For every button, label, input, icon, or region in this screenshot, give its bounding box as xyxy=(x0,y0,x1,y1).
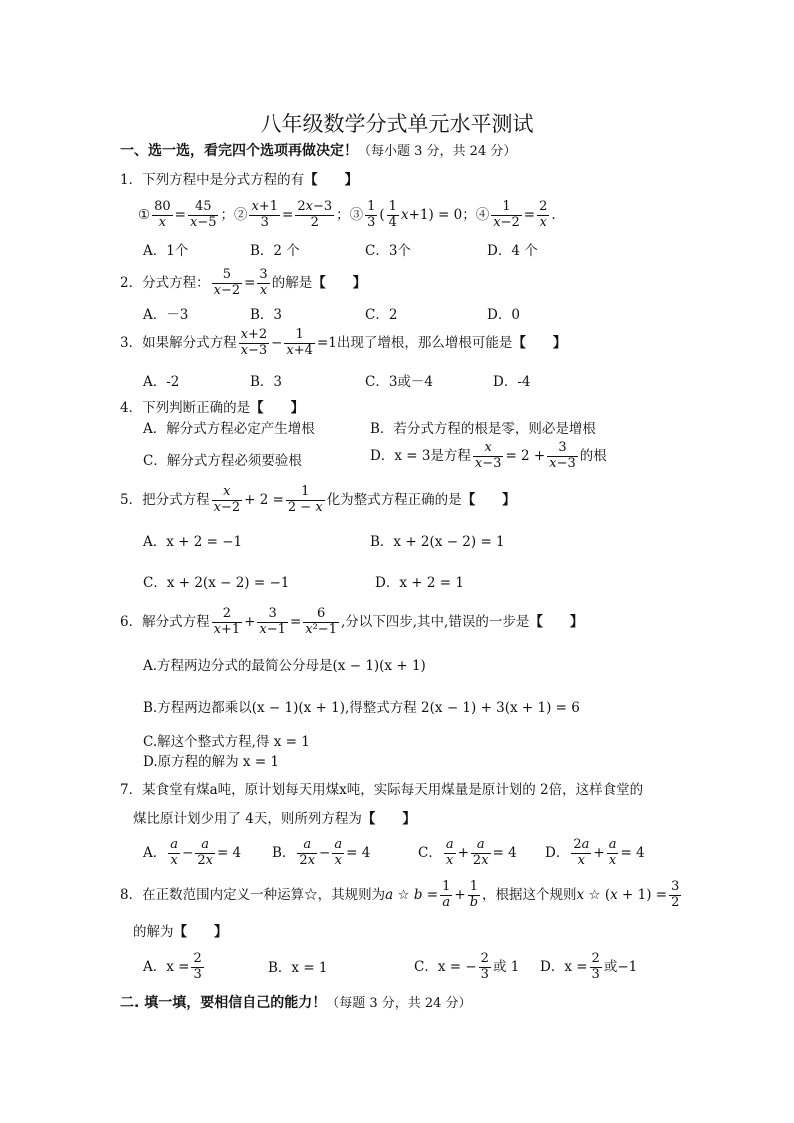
q6-option-d: D.原方程的解为 x = 1 xyxy=(143,754,280,770)
q4-d-post: 的根 xyxy=(579,447,607,464)
question-4 xyxy=(120,402,304,416)
q1-option-d: D．4 个 xyxy=(487,243,538,259)
question-6: 6．解分式方程 $\frac{2}{x+1}$ + $\frac{3}{x-1}$ = $\frac{6}{\text{x²−1}}$ ,分以下四步,其中,错误的一步是【 】 xyxy=(120,606,584,637)
q2-stem: 2．分式方程： xyxy=(120,274,210,291)
q2-option-b: B．3 xyxy=(250,307,283,323)
q3-option-a: A．-2 xyxy=(143,374,180,390)
q2-option-a: A．－3 xyxy=(143,307,189,323)
q7-option-b: B． $\frac{a}{2x}$ − $\frac{a}{x}$ = 4 xyxy=(272,837,371,868)
q4-option-b: B．若分式方程的根是零，则必是增根 xyxy=(370,421,596,437)
q4-stem: 4．下列判断正确的是 xyxy=(120,400,251,416)
q2-option-c: C．2 xyxy=(365,307,398,323)
q7-option-a: A． $\frac{a}{x}$ − $\frac{a}{2x}$ = 4 xyxy=(143,837,242,868)
answer-bracket: 【 】 xyxy=(312,274,367,291)
q6-tail: ,分以下四步,其中,错误的一步是 xyxy=(340,613,530,630)
q3-option-b: B．3 xyxy=(250,374,283,390)
q8-option-d: D．x = $\frac{2}{3}$ 或−1 xyxy=(540,951,638,982)
q8-option-a: A．x = $\frac{2}{3}$ xyxy=(143,951,202,982)
page-title: 八年级数学分式单元水平测试 xyxy=(260,112,534,136)
q8-line-1: 8．在正数范围内定义一种运算☆，其规则为a ☆ b = $\frac{1}{a}$ + $\frac{1}{b}$ ，根据这个规则x ☆ (x + 1) = $\frac{3}{2}$ xyxy=(120,879,680,910)
q7-d-label: D． xyxy=(545,844,570,861)
answer-bracket: 【 】 xyxy=(250,400,305,416)
question-5: 5．把分式方程 $\frac{x}{x-2}$ + 2 = $\frac{1}{2 - x}$ 化为整式方程正确的是【 】 xyxy=(120,484,516,515)
q2-option-d: D．0 xyxy=(487,307,520,323)
q1-option-c: C．3个 xyxy=(365,243,411,259)
q8-option-c: C．x = − $\frac{2}{3}$ 或 1 xyxy=(414,951,520,982)
answer-bracket: 【 】 xyxy=(173,924,228,940)
q5-option-c: C．x + 2(x − 2) = −1 xyxy=(143,575,290,591)
q5-option-a: A．x + 2 = −1 xyxy=(143,534,243,550)
q7-b-label: B． xyxy=(272,844,296,861)
answer-bracket: 【 】 xyxy=(529,613,584,630)
question-3: 3．如果解分式方程 $\frac{x+2}{x-3}$ − $\frac{1}{x+4}$ =1出现了增根，那么增根可能是【 】 xyxy=(120,327,567,358)
q7-line-2-text: 煤比原计划少用了 4天，则所列方程为 xyxy=(133,811,362,827)
section-2-heading xyxy=(120,996,472,1010)
q6-option-c: C.解这个整式方程,得 x = 1 xyxy=(143,734,310,750)
q8-line-2 xyxy=(133,926,228,940)
q1-equations: ① $\frac{80}{x}$ = $\frac{45}{x-5}$ ；② $\frac{x+1}{3}$ = $\frac{2x-3}{2}$ ；③ $\frac{1}{3}$ ( $\frac{1}{4}$ x+1) = 0；④ $\frac{1}{x-2}$ = $\frac{2}{x}$ . xyxy=(138,199,556,230)
q6-option-a: A.方程两边分式的最简公分母是(x − 1)(x + 1) xyxy=(143,658,426,674)
q1-stem: 1．下列方程中是分式方程的有 xyxy=(120,172,305,188)
q1-option-a: A．1个 xyxy=(143,243,189,259)
q2-tail: 的解是 xyxy=(271,274,313,291)
q7-line-1: 7．某食堂有煤a吨，原计划每天用煤x吨，实际每天用煤量是原计划的 2倍，这样食堂的 xyxy=(120,782,644,798)
q8-mid: ，根据这个规则 xyxy=(482,886,577,903)
q7-option-d: D． $\frac{2a}{x}$ + $\frac{a}{x}$ = 4 xyxy=(545,837,645,868)
section-1-heading xyxy=(120,144,516,158)
q6-option-b: B.方程两边都乘以(x − 1)(x + 1),得整式方程 2(x − 1) + 3(x + 1) = 6 xyxy=(143,700,580,716)
q8-c-tail: 或 1 xyxy=(492,958,520,975)
question-1 xyxy=(120,174,358,188)
q8-line-2-text: 的解为 xyxy=(133,924,174,940)
section-1-title: 一、选一选，看完四个选项再做决定！ xyxy=(120,143,358,159)
q3-tail: =1出现了增根，那么增根可能是 xyxy=(316,334,513,351)
q4-option-c: C．解分式方程必须要验根 xyxy=(143,453,302,469)
q7-a-label: A． xyxy=(143,844,167,861)
q5-option-b: B．x + 2(x − 2) = 1 xyxy=(370,534,505,550)
q3-option-d: D．-4 xyxy=(493,374,531,390)
section-1-note: （每小题 3 分，共 24 分） xyxy=(358,144,517,159)
q5-stem: 5．把分式方程 xyxy=(120,491,210,508)
answer-bracket: 【 】 xyxy=(461,491,516,508)
q4-option-a: A．解分式方程必定产生增根 xyxy=(143,421,315,437)
q8-a-label: A．x = xyxy=(143,958,190,975)
q1-option-b: B．2 个 xyxy=(250,243,300,259)
q3-option-c: C．3或－4 xyxy=(365,374,434,390)
q5-option-d: D．x + 2 = 1 xyxy=(375,575,464,591)
q3-stem: 3．如果解分式方程 xyxy=(120,334,237,351)
q5-tail: 化为整式方程正确的是 xyxy=(326,491,462,508)
q4-d-mid: = 2 + xyxy=(505,447,546,464)
answer-bracket: 【 】 xyxy=(512,334,567,351)
q8-line-1-text: 8．在正数范围内定义一种运算☆，其规则为 xyxy=(120,886,386,903)
section-2-title: 二. 填一填，要相信自己的能力！ xyxy=(120,995,327,1011)
q8-c-label: C．x = − xyxy=(414,958,477,975)
question-2: 2．分式方程： $\frac{5}{x-2}$ = $\frac{3}{x}$ 的解是【 】 xyxy=(120,267,367,298)
q7-c-label: C． xyxy=(418,844,442,861)
q6-stem: 6．解分式方程 xyxy=(120,613,210,630)
q8-option-b: B．x = 1 xyxy=(268,960,328,976)
q7-line-2 xyxy=(133,813,416,827)
q4-option-d: D．x = 3是方程 $\frac{x}{x-3}$ = 2 + $\frac{3}{x-3}$ 的根 xyxy=(370,440,607,471)
answer-bracket: 【 】 xyxy=(304,172,359,188)
q8-d-tail: 或−1 xyxy=(603,958,638,975)
q7-option-c: C． $\frac{a}{x}$ + $\frac{a}{2x}$ = 4 xyxy=(418,837,517,868)
q8-d-label: D．x = xyxy=(540,958,588,975)
section-2-note: （每题 3 分，共 24 分） xyxy=(326,996,472,1011)
q4-d-pre: D．x = 3是方程 xyxy=(370,447,471,464)
answer-bracket: 【 】 xyxy=(361,811,416,827)
